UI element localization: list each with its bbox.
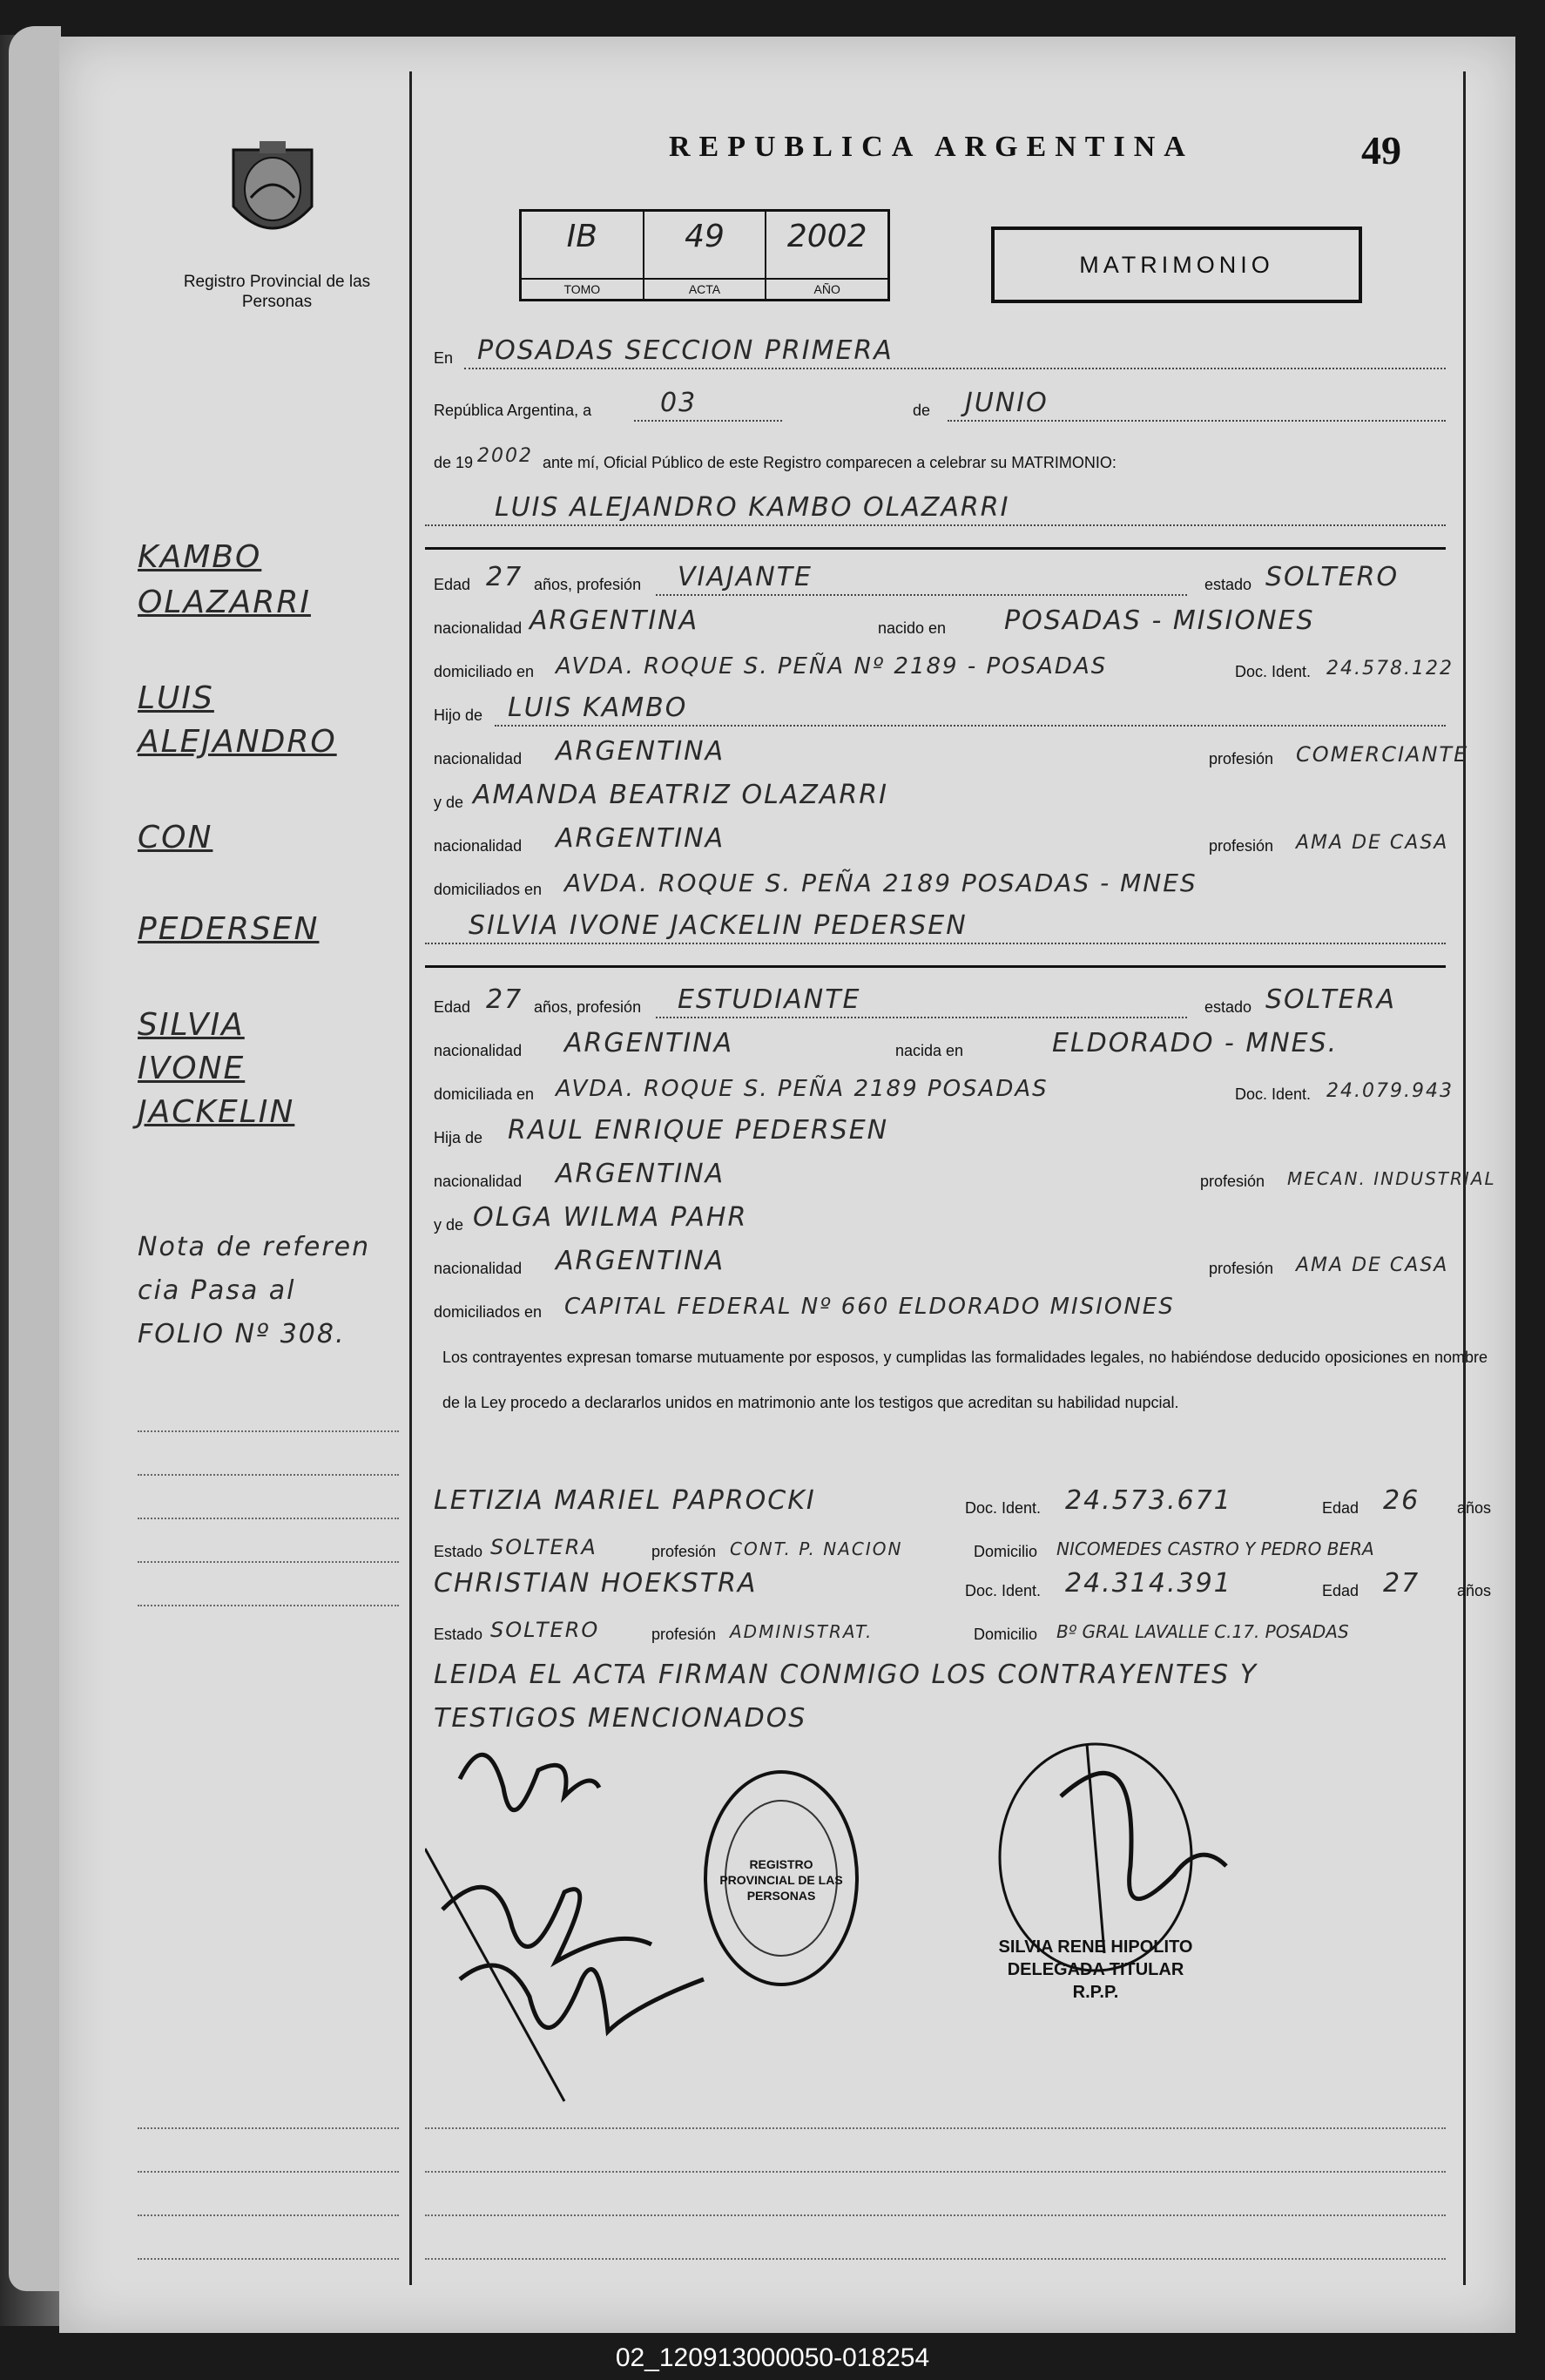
profesion-label: profesión bbox=[651, 1626, 717, 1643]
year-value: 2002 bbox=[477, 445, 533, 467]
bride-mother: OLGA WILMA PAHR bbox=[473, 1202, 748, 1233]
closing-line-2: TESTIGOS MENCIONADOS bbox=[434, 1703, 807, 1734]
witness1-address: NICOMEDES CASTRO Y PEDRO BERA bbox=[1056, 1538, 1374, 1559]
groom-doc: 24.578.122 bbox=[1326, 658, 1454, 680]
estado-label: estado bbox=[1204, 998, 1252, 1016]
domicilio-label: Domicilio bbox=[974, 1543, 1038, 1560]
registry-caption: Registro Provincial de las Personas bbox=[183, 273, 371, 311]
bride-father-nationality: ARGENTINA bbox=[556, 1159, 725, 1189]
margin-given-1: LUIS bbox=[138, 680, 214, 716]
record-number-box bbox=[519, 209, 890, 301]
bride-father-profession: MECAN. INDUSTRIAL bbox=[1287, 1168, 1496, 1189]
groom-parents-address-row bbox=[425, 864, 1446, 904]
groom-parents-address: AVDA. ROQUE S. PEÑA 2189 POSADAS - MNES bbox=[564, 869, 1198, 897]
margin-note-2: cia Pasa al bbox=[138, 1275, 296, 1306]
margin-given-4: IVONE bbox=[138, 1051, 246, 1086]
witness2-profession: ADMINISTRAT. bbox=[730, 1621, 874, 1642]
margin-surname-2: OLAZARRI bbox=[138, 585, 311, 620]
closing-line-1: LEIDA EL ACTA FIRMAN CONMIGO LOS CONTRAYENTES Y bbox=[434, 1660, 1258, 1690]
witness1-doc: 24.573.671 bbox=[1065, 1485, 1232, 1516]
groom-birthplace: POSADAS - MISIONES bbox=[1004, 605, 1315, 636]
image-id-footer: 02_120913000050-018254 bbox=[615, 2343, 930, 2372]
acta-value: 49 bbox=[685, 219, 725, 254]
de-label: de bbox=[913, 402, 931, 419]
place-value: POSADAS SECCION PRIMERA bbox=[477, 335, 894, 366]
bride-address-row bbox=[425, 1069, 1454, 1109]
witness2-address: Bº GRAL LAVALLE C.17. POSADAS bbox=[1056, 1621, 1349, 1642]
edad-label: Edad bbox=[1322, 1582, 1359, 1599]
bride-civil-status: SOLTERA bbox=[1265, 984, 1396, 1015]
province-seal-icon bbox=[225, 137, 320, 250]
day-value: 03 bbox=[660, 388, 698, 418]
bride-address: AVDA. ROQUE S. PEÑA 2189 POSADAS bbox=[556, 1076, 1049, 1102]
witness2-name: CHRISTIAN HOEKSTRA bbox=[434, 1568, 758, 1599]
registry-stamp bbox=[704, 1770, 859, 1986]
acta-label: ACTA bbox=[644, 278, 766, 299]
groom-full-name: LUIS ALEJANDRO KAMBO OLAZARRI bbox=[495, 492, 1010, 523]
groom-father-nat-row bbox=[425, 734, 1469, 774]
book-left-page-edge bbox=[9, 26, 61, 2291]
anos-profesion-label: años, profesión bbox=[534, 998, 642, 1016]
groom-father-nationality: ARGENTINA bbox=[556, 736, 725, 767]
doc-ident-label: Doc. Ident. bbox=[1235, 663, 1312, 680]
domicilio-label: Domicilio bbox=[974, 1626, 1038, 1643]
bride-mother-nat-row bbox=[425, 1243, 1449, 1283]
hija-de-label: Hija de bbox=[434, 1129, 483, 1146]
folio-number: 49 bbox=[1361, 128, 1401, 172]
bride-father-nat-row bbox=[425, 1156, 1496, 1196]
witness2-doc: 24.314.391 bbox=[1065, 1568, 1232, 1599]
groom-address: AVDA. ROQUE S. PEÑA Nº 2189 - POSADAS bbox=[556, 653, 1108, 680]
bride-parents-address-row bbox=[425, 1287, 1446, 1327]
edad-label: Edad bbox=[1322, 1499, 1359, 1517]
groom-father: LUIS KAMBO bbox=[508, 693, 688, 723]
margin-given-5: JACKELIN bbox=[138, 1094, 295, 1130]
bride-nationality: ARGENTINA bbox=[564, 1028, 734, 1058]
anos-label: años bbox=[1457, 1582, 1492, 1599]
profesion-label: profesión bbox=[1209, 1260, 1274, 1277]
act-type-box: MATRIMONIO bbox=[991, 227, 1362, 303]
official-name: SILVIA RENE HIPOLITO bbox=[998, 1937, 1193, 1957]
nacionalidad-label: nacionalidad bbox=[434, 1042, 523, 1059]
bride-parents-address: CAPITAL FEDERAL Nº 660 ELDORADO MISIONES bbox=[564, 1294, 1175, 1320]
divider-line bbox=[425, 547, 1446, 550]
divider-line bbox=[425, 965, 1446, 968]
bride-birthplace: ELDORADO - MNES. bbox=[1052, 1028, 1339, 1058]
witness1-profession: CONT. P. NACION bbox=[730, 1538, 903, 1559]
margin-surname-3: PEDERSEN bbox=[138, 911, 320, 947]
official-signature bbox=[982, 1692, 1279, 2066]
edad-label: Edad bbox=[434, 998, 471, 1016]
profesion-label: profesión bbox=[1200, 1173, 1265, 1190]
ano-label: AÑO bbox=[766, 278, 887, 299]
doc-ident-label: Doc. Ident. bbox=[965, 1582, 1042, 1599]
groom-mother: AMANDA BEATRIZ OLAZARRI bbox=[473, 780, 888, 810]
ante-text: ante mí, Oficial Público de este Registro comparecen a celebrar su MATRIMONIO: bbox=[543, 454, 1117, 471]
groom-name-row bbox=[425, 490, 1446, 530]
margin-divider-line bbox=[409, 71, 412, 2285]
ano-value: 2002 bbox=[786, 219, 867, 254]
official-abbr: R.P.P. bbox=[1072, 1983, 1119, 2002]
nacida-en-label: nacida en bbox=[895, 1042, 964, 1059]
bride-profession: ESTUDIANTE bbox=[678, 984, 861, 1015]
anos-profesion-label: años, profesión bbox=[534, 576, 642, 593]
bride-doc: 24.079.943 bbox=[1326, 1080, 1454, 1102]
domiciliados-label: domiciliados en bbox=[434, 881, 543, 898]
nacionalidad-label: nacionalidad bbox=[434, 837, 523, 855]
tomo-value: IB bbox=[566, 219, 597, 254]
witness1-details-row bbox=[425, 1526, 1446, 1566]
witness1-name: LETIZIA MARIEL PAPROCKI bbox=[434, 1485, 816, 1516]
estado-label: Estado bbox=[434, 1543, 483, 1560]
en-label: En bbox=[434, 349, 454, 367]
domiciliada-label: domiciliada en bbox=[434, 1085, 535, 1103]
official-name-block bbox=[939, 1936, 1252, 2004]
witness2-age: 27 bbox=[1383, 1568, 1420, 1599]
closing-row-1 bbox=[425, 1657, 1446, 1697]
witness2-name-row bbox=[425, 1565, 1492, 1606]
groom-age: 27 bbox=[486, 562, 523, 592]
official-title: DELEGADA TITULAR bbox=[1007, 1960, 1184, 1979]
estado-label: estado bbox=[1204, 576, 1252, 593]
year-label: de 19 bbox=[434, 454, 474, 471]
groom-mother-row bbox=[425, 777, 1446, 817]
margin-given-2: ALEJANDRO bbox=[138, 724, 337, 760]
nacionalidad-label: nacionalidad bbox=[434, 1173, 523, 1190]
margin-given-3: SILVIA bbox=[138, 1007, 245, 1043]
date-row bbox=[425, 385, 1446, 425]
tomo-label: TOMO bbox=[522, 278, 643, 299]
signatures-scribble bbox=[425, 1718, 739, 2119]
acta-cell bbox=[644, 212, 767, 299]
nacionalidad-label: nacionalidad bbox=[434, 750, 523, 767]
bride-father: RAUL ENRIQUE PEDERSEN bbox=[508, 1115, 889, 1146]
month-value: JUNIO bbox=[965, 388, 1049, 418]
groom-mother-nationality: ARGENTINA bbox=[556, 823, 725, 854]
doc-ident-label: Doc. Ident. bbox=[965, 1499, 1042, 1517]
groom-nationality-row bbox=[425, 603, 1446, 643]
ano-cell bbox=[766, 212, 887, 299]
groom-age-row bbox=[425, 559, 1446, 599]
domiciliados-label: domiciliados en bbox=[434, 1303, 543, 1321]
witness2-status: SOLTERO bbox=[490, 1618, 600, 1642]
domiciliado-label: domiciliado en bbox=[434, 663, 535, 680]
declaration-text: Los contrayentes expresan tomarse mutuamente por esposos, y cumplidas las formalidades legales, no habiéndose deducido oposiciones en nombre de la Ley procedo a declararlos unidos en matrimonio ante los testigos que acreditan su habilidad nupcial. bbox=[442, 1349, 1488, 1411]
profesion-label: profesión bbox=[1209, 750, 1274, 767]
tomo-cell bbox=[522, 212, 644, 299]
anos-label: años bbox=[1457, 1499, 1492, 1517]
country-title: REPUBLICA ARGENTINA bbox=[669, 131, 1194, 163]
groom-mother-nat-row bbox=[425, 821, 1449, 861]
bride-mother-row bbox=[425, 1200, 1446, 1240]
witness2-details-row bbox=[425, 1609, 1446, 1649]
groom-profession: VIAJANTE bbox=[678, 562, 813, 592]
groom-civil-status: SOLTERO bbox=[1265, 562, 1400, 592]
groom-father-profession: COMERCIANTE bbox=[1296, 742, 1469, 767]
bride-father-row bbox=[425, 1112, 1446, 1153]
nacionalidad-label: nacionalidad bbox=[434, 619, 523, 637]
y-de-label: y de bbox=[434, 1216, 464, 1234]
place-row bbox=[425, 333, 1446, 373]
groom-father-row bbox=[425, 690, 1446, 730]
margin-surname-1: KAMBO bbox=[138, 539, 262, 575]
hijo-de-label: Hijo de bbox=[434, 707, 483, 724]
edad-label: Edad bbox=[434, 576, 471, 593]
stamp-text: REGISTRO PROVINCIAL DE LAS PERSONAS bbox=[719, 1857, 843, 1903]
bride-nationality-row bbox=[425, 1025, 1446, 1065]
margin-note-3: FOLIO Nº 308. bbox=[138, 1319, 346, 1349]
republica-label: República Argentina, a bbox=[434, 402, 592, 419]
nacido-en-label: nacido en bbox=[878, 619, 947, 637]
y-de-label: y de bbox=[434, 794, 464, 811]
witness1-name-row bbox=[425, 1483, 1492, 1523]
bride-mother-nationality: ARGENTINA bbox=[556, 1246, 725, 1276]
witness1-age: 26 bbox=[1383, 1485, 1420, 1516]
doc-ident-label: Doc. Ident. bbox=[1235, 1085, 1312, 1103]
estado-label: Estado bbox=[434, 1626, 483, 1643]
bride-age-row bbox=[425, 982, 1446, 1022]
bride-age: 27 bbox=[486, 984, 523, 1015]
register-page bbox=[59, 37, 1515, 2333]
groom-mother-profession: AMA DE CASA bbox=[1296, 832, 1449, 854]
bride-mother-profession: AMA DE CASA bbox=[1296, 1254, 1449, 1276]
bride-full-name: SILVIA IVONE JACKELIN PEDERSEN bbox=[469, 910, 968, 941]
profesion-label: profesión bbox=[651, 1543, 717, 1560]
profesion-label: profesión bbox=[1209, 837, 1274, 855]
nacionalidad-label: nacionalidad bbox=[434, 1260, 523, 1277]
margin-con: CON bbox=[138, 820, 213, 855]
witness1-status: SOLTERA bbox=[490, 1535, 597, 1559]
groom-address-row bbox=[425, 646, 1454, 686]
bride-name-row bbox=[425, 908, 1446, 948]
margin-note-1: Nota de referen bbox=[138, 1232, 371, 1262]
year-row bbox=[425, 437, 1446, 477]
groom-nationality: ARGENTINA bbox=[530, 605, 699, 636]
